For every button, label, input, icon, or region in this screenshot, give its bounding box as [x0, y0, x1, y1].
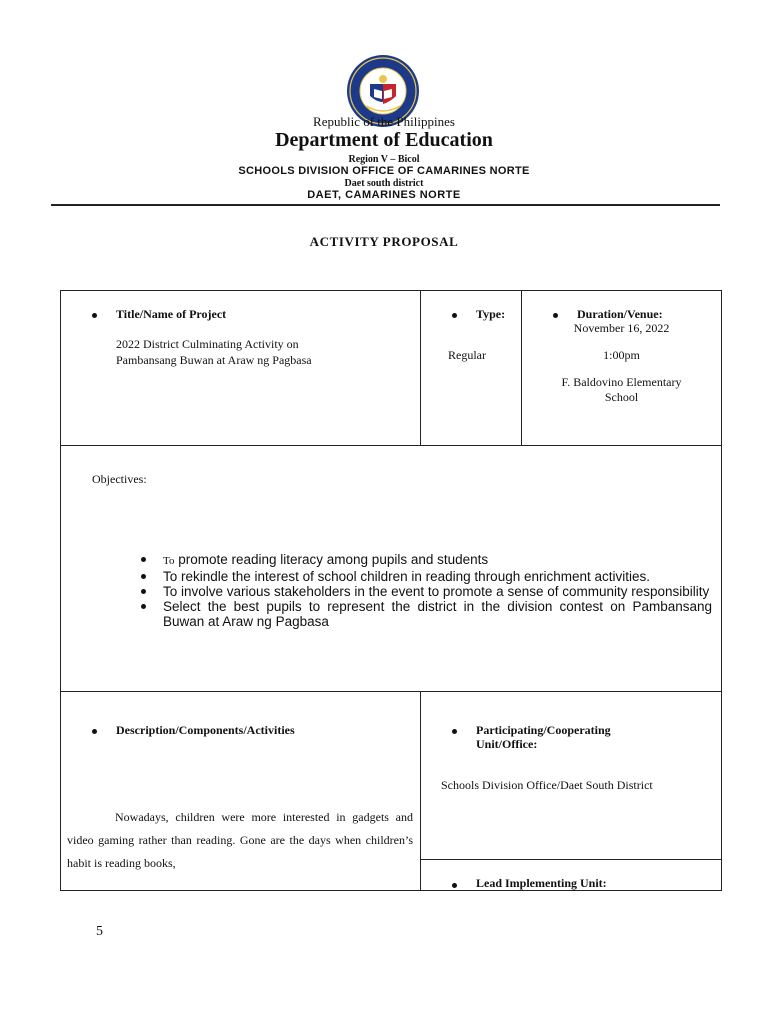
bullet-icon — [92, 313, 97, 318]
region-line: Region V – Bicol — [348, 154, 420, 165]
bullet-icon — [92, 729, 97, 734]
document-title: ACTIVITY PROPOSAL — [309, 234, 459, 249]
bullet-icon — [141, 574, 146, 579]
list-item — [140, 552, 712, 569]
project-title-line1: 2022 District Culminating Activity on — [116, 337, 299, 351]
list-item — [140, 599, 712, 629]
bullet-icon — [141, 589, 146, 594]
type-label: Type: — [476, 307, 506, 321]
header-divider — [51, 204, 720, 206]
objectives-label: Objectives: — [92, 472, 147, 486]
project-title-label: Title/Name of Project — [116, 307, 227, 321]
column-divider — [521, 290, 522, 446]
objective-text: Select the best pupils to represent the district in the division contest on Pambansang Buwan at Araw ng Pagbasa — [163, 599, 712, 629]
participating-label-line1: Participating/Cooperating — [476, 723, 611, 737]
location-line: DAET, CAMARINES NORTE — [307, 189, 461, 201]
venue-line1: F. Baldovino Elementary — [561, 375, 682, 389]
participating-label-line2: Unit/Office: — [476, 737, 538, 751]
bullet-icon — [141, 604, 146, 609]
lead-unit-label: Lead Implementing Unit: — [476, 876, 607, 890]
list-item — [140, 584, 712, 599]
page-number: 5 — [96, 924, 103, 939]
column-divider — [420, 691, 421, 891]
bullet-icon — [141, 557, 146, 562]
type-value: Regular — [448, 348, 486, 362]
duration-venue-label: Duration/Venue: — [577, 307, 663, 321]
republic-line: Republic of the Philippines — [313, 114, 455, 129]
bullet-icon — [452, 313, 457, 318]
description-label: Description/Components/Activities — [116, 723, 295, 737]
project-title-line2: Pambansang Buwan at Araw ng Pagbasa — [116, 353, 312, 367]
objective-text: To rekindle the interest of school children in reading through enrichment activities. — [163, 569, 651, 584]
bullet-icon — [553, 313, 558, 318]
column-divider — [420, 290, 421, 446]
bullet-icon — [452, 729, 457, 734]
description-paragraph: Nowadays, children were more interested in gadgets and video gaming rather than reading. Gone are the days when children’s habit is reading books, — [67, 810, 413, 870]
objective-lead: To — [163, 555, 175, 567]
row-divider — [420, 859, 722, 860]
list-item — [140, 569, 712, 584]
event-time: 1:00pm — [603, 348, 640, 362]
department-name: Department of Education — [275, 129, 493, 151]
objective-text: To involve various stakeholders in the event to promote a sense of community responsibility — [163, 584, 710, 599]
objectives-list — [140, 552, 712, 629]
district-line: Daet south district — [344, 178, 424, 189]
participating-value: Schools Division Office/Daet South District — [441, 778, 653, 792]
event-date: November 16, 2022 — [573, 321, 670, 335]
objective-text: promote reading literacy among pupils and students — [174, 552, 489, 567]
venue-line2: School — [604, 390, 639, 404]
division-office-line: SCHOOLS DIVISION OFFICE OF CAMARINES NORTE — [238, 165, 530, 177]
bullet-icon — [452, 883, 457, 888]
